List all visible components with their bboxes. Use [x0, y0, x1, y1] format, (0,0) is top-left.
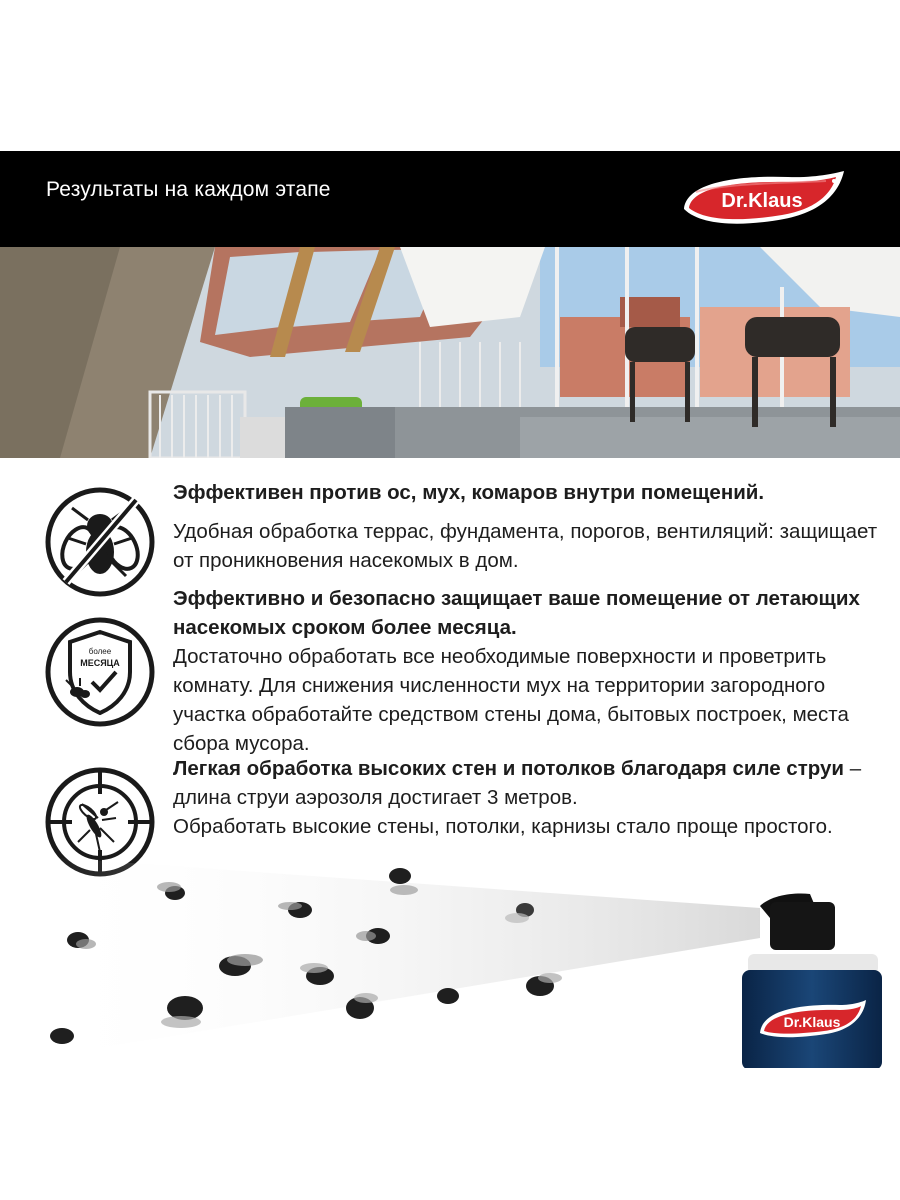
brand-name: Dr.Klaus [721, 190, 803, 212]
brand-logo-graphic [676, 169, 848, 231]
feature-month-text [173, 584, 885, 758]
feature-month [0, 582, 900, 755]
feature-spray-body: Обработать высокие стены, потолки, карнизы стало проще простого. [173, 815, 833, 838]
hero-photo [0, 247, 900, 458]
feature-spray-heading: Легкая обработка высоких стен и потолков благодаря силе струи [173, 757, 845, 780]
product-illustration [0, 858, 900, 1068]
feature-month-body: Достаточно обработать все необходимые поверхности и проветрить комнату. Для снижения численности мух на территории загородного участка обработайте средством стены дома, бытовых построек, места сбора мусора. [173, 645, 849, 755]
brand-logo [676, 169, 848, 231]
shield-check-icon [44, 616, 156, 728]
feature-spray [0, 752, 900, 862]
feature-fly-text [173, 478, 885, 575]
feature-fly-heading: Эффективен против ос, мух, комаров внутри помещений. [173, 481, 765, 504]
feature-fly-body: Удобная обработка террас, фундамента, порогов, вентиляций: защищает от проникновения насекомых в дом. [173, 520, 878, 572]
feature-spray-inline: – длина струи аэрозоля достигает 3 метров. [173, 757, 862, 809]
header-bar [0, 151, 900, 247]
feature-spray-text [173, 754, 885, 841]
badge-line2: МЕСЯЦА [80, 658, 120, 668]
badge-line1: более [88, 647, 112, 656]
header-title: Результаты на каждом этапе [46, 178, 331, 201]
can-brand: Dr.Klaus [783, 1014, 841, 1030]
aerosol-can [742, 894, 882, 1069]
feature-month-heading: Эффективно и безопасно защищает ваше помещение от летающих насекомых сроком более месяца. [173, 587, 860, 639]
feature-fly [0, 470, 900, 580]
